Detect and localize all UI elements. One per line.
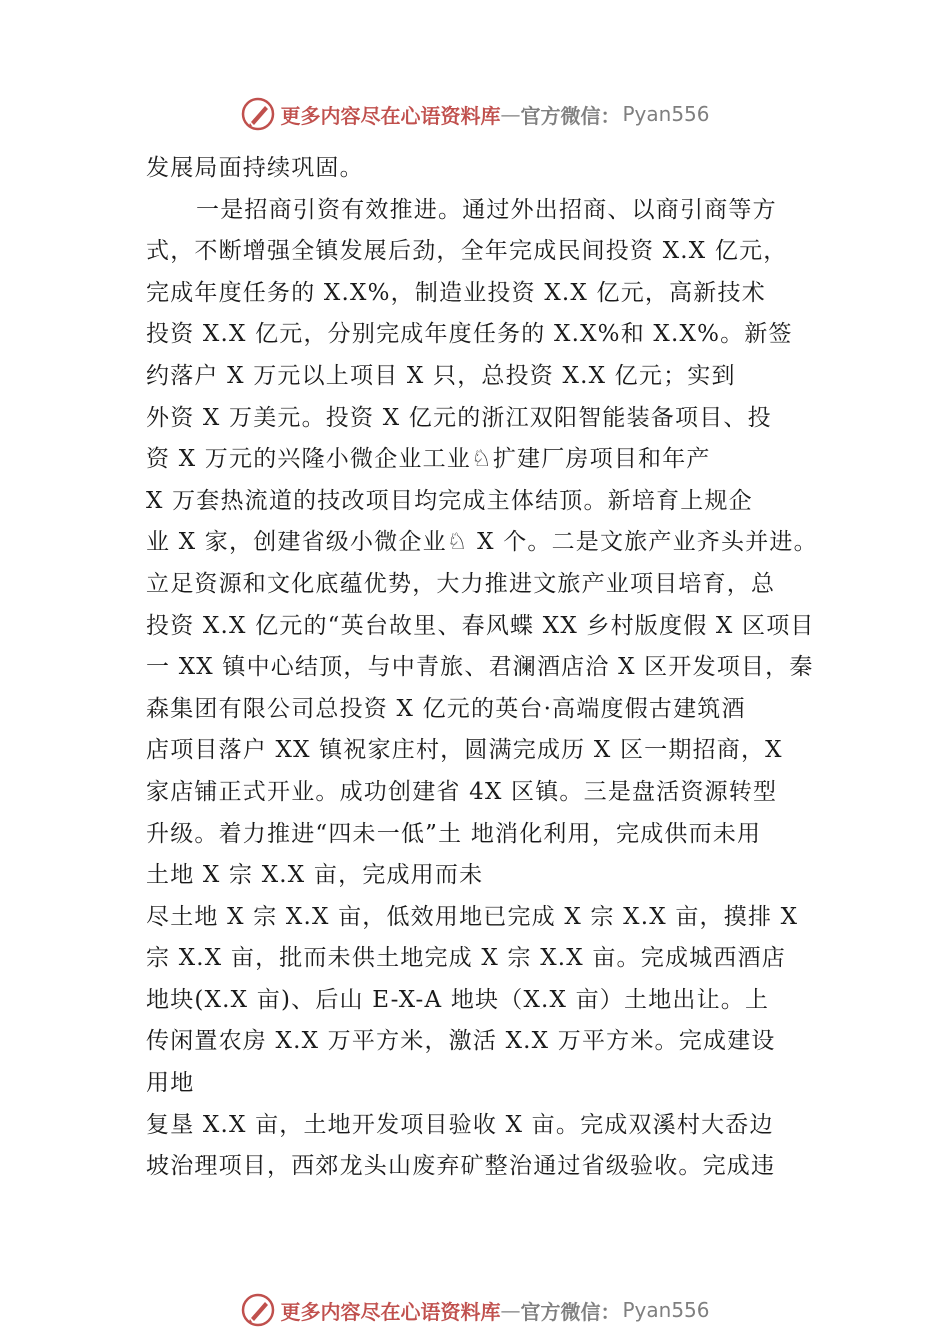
header-wechat-label: 官方微信： [520,103,621,128]
footer-brand: 更多内容尽在心语资料库 [280,1299,501,1324]
header-banner [0,94,950,134]
text-line: 一 XX 镇中心结顶，与中青旅、君澜酒店洽 X 区开发项目，秦 [146,654,814,681]
header-brand: 更多内容尽在心语资料库 [280,103,501,128]
text-line: 投资 X.X 亿元的“英台故里、春风蝶 XX 乡村版度假 X 区项目 [146,612,815,639]
text-line: 用地 [146,1070,195,1097]
text-line: 资 X 万元的兴隆小微企业工业♘扩建厂房项目和年产 [146,446,711,473]
header-wechat-id: Pyan556 [622,102,710,126]
footer-banner [0,1290,950,1330]
text-line: 传闲置农房 X.X 万平方米，激活 X.X 万平方米。完成建设 [146,1028,776,1055]
text-line: 投资 X.X 亿元，分别完成年度任务的 X.X%和 X.X%。新签 [146,321,793,348]
text-line: 宗 X.X 亩，批而未供土地完成 X 宗 X.X 亩。完成城西酒店 [146,945,786,972]
header-separator: — [500,102,521,126]
text-line: 一是招商引资有效推进。通过外出招商、以商引商等方 [196,196,777,223]
text-line: 约落户 X 万元以上项目 X 只，总投资 X.X 亿元；实到 [146,362,736,389]
text-line: 复垦 X.X 亩，土地开发项目验收 X 亩。完成双溪村大岙边 [146,1111,774,1138]
text-line: 土地 X 宗 X.X 亩，完成用而未 [146,862,484,889]
text-line: 发展局面持续巩固。 [146,155,364,181]
text-line: 业 X 家，创建省级小微企业♘ X 个。二是文旅产业齐头并进。 [146,529,818,556]
footer-separator: — [500,1298,521,1322]
text-line: 尽土地 X 宗 X.X 亩，低效用地已完成 X 宗 X.X 亩，摸排 X [146,903,799,930]
text-line: 坡治理项目，西郊龙头山废弃矿整治通过省级验收。完成违 [146,1153,776,1180]
text-line: 森集团有限公司总投资 X 亿元的英台·高端度假古建筑酒 [146,695,746,722]
footer-wechat-id: Pyan556 [622,1298,710,1322]
text-line: 地块(X.X 亩)、后山 E-X-A 地块（X.X 亩）土地出让。上 [146,986,770,1013]
text-line: 外资 X 万美元。投资 X 亿元的浙江双阳智能装备项目、投 [146,404,772,431]
text-line: 升级。着力推进“四未一低”土 地消化利用，完成供而未用 [146,820,762,847]
text-line: 家店铺正式开业。成功创建省 4X 区镇。三是盘活资源转型 [146,778,778,805]
document-body [146,148,836,1188]
text-line: 完成年度任务的 X.X%，制造业投资 X.X 亿元，高新技术 [146,279,766,306]
text-line: 店项目落户 XX 镇祝家庄村，圆满完成历 X 区一期招商，X [146,737,783,764]
text-line: 式，不断增强全镇发展后劲，全年完成民间投资 X.X 亿元， [146,238,788,265]
text-line: X 万套热流道的技改项目均完成主体结顶。新培育上规企 [146,487,753,514]
pen-logo-icon [240,1292,276,1328]
pen-logo-icon [240,96,276,132]
footer-wechat-label: 官方微信： [520,1299,621,1324]
text-line: 立足资源和文化底蕴优势，大力推进文旅产业项目培育，总 [146,570,776,597]
